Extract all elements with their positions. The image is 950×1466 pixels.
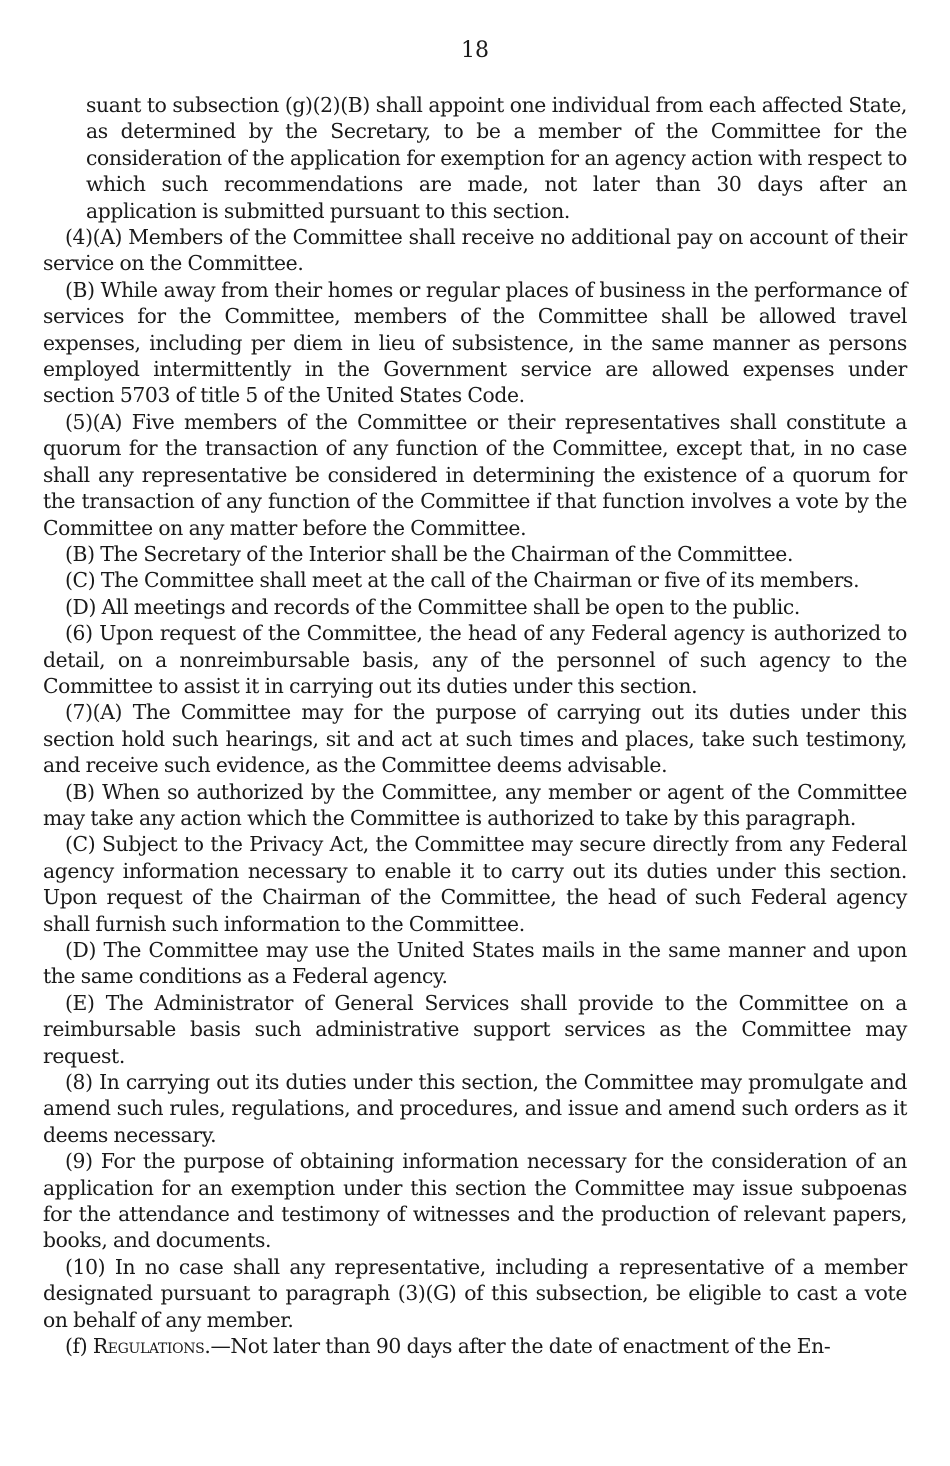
paragraph-5d: (D) All meetings and records of the Committee shall be open to the public.	[65, 594, 801, 619]
page-number: 18	[461, 38, 489, 63]
paragraph-5c: (C) The Committee shall meet at the call of the Chairman or five of its members.	[65, 568, 860, 593]
paragraph-5a: (5)(A) Five members of the Committee or their representatives shall constitute a quorum for the transaction of any function of the Committee, except that, in no case shall any representative be considered in determining the existence of a quorum for the transaction of any function of the Committee if that function involves a vote by the Committee on any matter before the Committee.	[43, 409, 907, 540]
paragraph-7d: (D) The Committee may use the United States mails in the same manner and upon the same conditions as a Federal agency.	[43, 938, 907, 989]
paragraph-9: (9) For the purpose of obtaining information necessary for the consideration of an application for an exemption under this section the Committee may issue subpoenas for the attendance and testimony of witnesses and the production of relevant papers, books, and documents.	[43, 1149, 907, 1253]
paragraph-7b: (B) When so authorized by the Committee, any member or agent of the Committee may take any action which the Committee is authorized to take by this paragraph.	[43, 779, 907, 830]
paragraph-4a: (4)(A) Members of the Committee shall receive no additional pay on account of their service on the Committee.	[43, 225, 907, 276]
paragraph-continued: suant to subsection (g)(2)(B) shall appoint one individual from each affected State, as determined by the Secretary, to be a member of the Committee for the consideration of the application for exemption for an agency action with respect to which such recommendations are made, not later than 30 days after an application is submitted pursuant to this section.	[86, 93, 907, 223]
paragraph-5b: (B) The Secretary of the Interior shall be the Chairman of the Committee.	[65, 541, 794, 566]
paragraph-7a: (7)(A) The Committee may for the purpose of carrying out its duties under this section hold such hearings, sit and act at such times and places, take such testimony, and receive such evidence, as the Committee deems advisable.	[43, 700, 907, 778]
body-text	[43, 92, 907, 1360]
paragraph-f-text: .—Not later than 90 days after the date of enactment of the En-	[204, 1334, 831, 1359]
regulations-heading: Regulations	[92, 1334, 205, 1359]
paragraph-7e: (E) The Administrator of General Services shall provide to the Committee on a reimbursable basis such administrative support services as the Committee may request.	[43, 990, 907, 1068]
paragraph-8: (8) In carrying out its duties under this section, the Committee may promulgate and amend such rules, regulations, and procedures, and issue and amend such orders as it deems necessary.	[43, 1070, 907, 1147]
paragraph-4b: (B) While away from their homes or regular places of business in the performance of services for the Committee, members of the Committee shall be allowed travel expenses, including per diem in lieu of subsistence, in the same manner as persons employed intermittently in the Government service are allowed expenses under section 5703 of title 5 of the United States Code.	[43, 277, 907, 408]
paragraph-7c: (C) Subject to the Privacy Act, the Committee may secure directly from any Federal agency information necessary to enable it to carry out its duties under this section. Upon request of the Chairman of the Committee, the head of such Federal agency shall furnish such information to the Committee.	[43, 832, 907, 936]
paragraph-f-regulations	[43, 1333, 907, 1359]
paragraph-10: (10) In no case shall any representative, including a representative of a member designated pursuant to paragraph (3)(G) of this subsection, be eligible to cast a vote on behalf of any member.	[43, 1254, 907, 1332]
paragraph-6: (6) Upon request of the Committee, the head of any Federal agency is authorized to detail, on a nonreimbursable basis, any of the personnel of such agency to the Committee to assist it in carrying out its duties under this section.	[43, 621, 907, 698]
paragraph-f-prefix: (f)	[65, 1334, 93, 1359]
